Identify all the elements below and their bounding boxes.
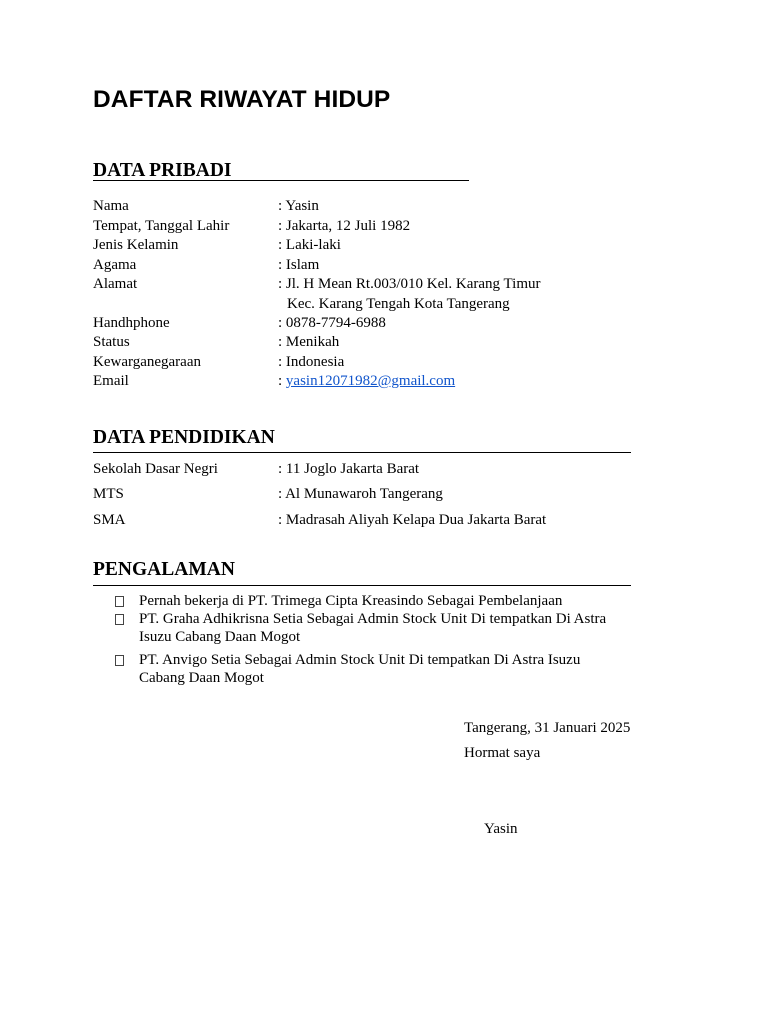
row-label: MTS <box>93 486 124 502</box>
personal-data-heading: DATA PRIBADI <box>93 160 232 181</box>
row-label: Jenis Kelamin <box>93 237 179 253</box>
row-label: Handhphone <box>93 315 170 331</box>
email-prefix: : <box>278 373 286 389</box>
experience-item-line: Pernah bekerja di PT. Trimega Cipta Kreasindo Sebagai Pembelanjaan <box>139 593 563 609</box>
experience-heading: PENGALAMAN <box>93 559 235 580</box>
row-value: : 0878-7794-6988 <box>278 315 386 331</box>
row-label: Nama <box>93 198 129 214</box>
row-label: SMA <box>93 512 126 528</box>
row-label: Kewarganegaraan <box>93 353 201 370</box>
row-value: : Jakarta, 12 Juli 1982 <box>278 217 411 234</box>
bullet-box-icon <box>115 614 124 625</box>
place-date: Tangerang, 31 Januari 2025 <box>464 720 631 736</box>
row-value: : Jl. H Mean Rt.003/010 Kel. Karang Timur <box>278 276 541 292</box>
row-label: Alamat <box>93 276 138 292</box>
experience-item <box>139 592 639 610</box>
experience-item-line: PT. Anvigo Setia Sebagai Admin Stock Unit Di tempatkan Di Astra Isuzu <box>139 652 581 668</box>
education-underline <box>93 452 631 453</box>
row-value: : Indonesia <box>278 353 345 370</box>
row-value: : Yasin <box>278 198 319 214</box>
row-value: : Madrasah Aliyah Kelapa Dua Jakarta Barat <box>278 512 547 528</box>
row-value: : Menikah <box>278 334 340 350</box>
row-label: Agama <box>93 256 137 273</box>
row-label: Sekolah Dasar Negri <box>93 461 218 477</box>
row-value <box>278 372 455 392</box>
row-label: Status <box>93 334 130 350</box>
row-label: Tempat, Tanggal Lahir <box>93 217 230 234</box>
row-value: : Al Munawaroh Tangerang <box>278 486 443 502</box>
experience-item-line: PT. Graha Adhikrisna Setia Sebagai Admin Stock Unit Di tempatkan Di Astra <box>139 611 607 627</box>
experience-item-line: Cabang Daan Mogot <box>139 670 264 686</box>
experience-item <box>139 610 639 646</box>
bullet-box-icon <box>115 655 124 666</box>
row-value: : 11 Joglo Jakarta Barat <box>278 461 420 477</box>
closing: Hormat saya <box>464 745 541 761</box>
education-heading: DATA PENDIDIKAN <box>93 427 275 448</box>
experience-item-line: Isuzu Cabang Daan Mogot <box>139 629 301 645</box>
signature-name: Yasin <box>484 821 518 837</box>
row-value: Kec. Karang Tengah Kota Tangerang <box>287 295 510 312</box>
email-link[interactable]: yasin12071982@gmail.com <box>285 373 456 389</box>
row-label: Email <box>93 373 129 389</box>
experience-item <box>139 651 639 687</box>
personal-data-underline <box>93 180 469 181</box>
bullet-box-icon <box>115 596 124 607</box>
row-value: : Laki-laki <box>278 237 341 253</box>
page-title: DAFTAR RIWAYAT HIDUP <box>93 86 391 113</box>
experience-underline <box>93 585 631 586</box>
row-value: : Islam <box>278 256 320 273</box>
